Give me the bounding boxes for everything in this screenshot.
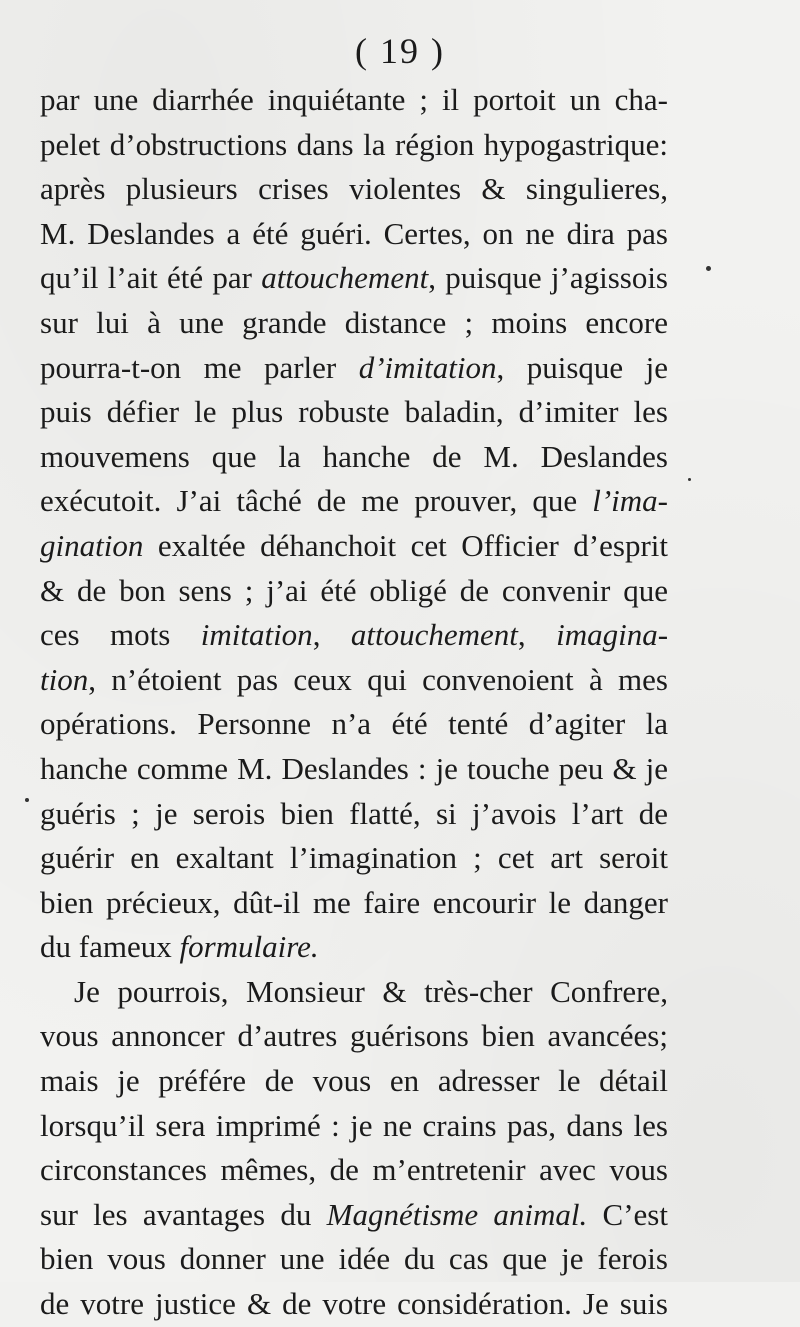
italic-text-segment: d’imitation xyxy=(358,349,497,385)
italic-text-segment: imagina- xyxy=(556,617,669,653)
print-speck xyxy=(706,266,711,271)
text-segment: , puisque j’agissois xyxy=(428,260,668,296)
italic-text-segment: l’ima- xyxy=(592,483,668,519)
text-line xyxy=(40,881,668,926)
text-segment: & de bon sens ; j’ai été obligé de convenir que xyxy=(40,572,668,608)
text-line xyxy=(40,1059,668,1104)
text-line xyxy=(40,702,668,747)
italic-text-segment: Magnétisme animal. xyxy=(326,1196,588,1232)
italic-text-segment: tion xyxy=(40,661,89,697)
text-segment: de votre justice & de votre considération. Je suis xyxy=(40,1286,668,1322)
text-line xyxy=(40,836,668,881)
text-segment: mouvemens que la hanche de M. Deslandes xyxy=(40,438,668,474)
text-line xyxy=(40,1193,668,1238)
body-text xyxy=(40,78,668,1327)
text-segment: bien précieux, dût-il me faire encourir le danger xyxy=(40,884,668,920)
text-segment: , n’étoient pas ceux qui convenoient à mes xyxy=(88,661,668,697)
text-segment: puis défier le plus robuste baladin, d’imiter les xyxy=(40,394,668,430)
text-line xyxy=(40,256,668,301)
print-speck xyxy=(25,798,29,802)
text-segment: pelet d’obstructions dans la région hypogastrique: xyxy=(40,126,668,162)
text-segment: mais je préfére de vous en adresser le détail xyxy=(40,1063,668,1099)
text-segment: par une diarrhée inquiétante ; il portoit un cha- xyxy=(40,82,668,117)
italic-text-segment: attouchement xyxy=(350,617,518,653)
print-speck xyxy=(688,478,691,481)
text-segment: sur les avantages du xyxy=(40,1196,327,1232)
text-segment: circonstances mêmes, de m’entretenir avec vous xyxy=(40,1152,668,1188)
text-line xyxy=(40,658,668,703)
text-line xyxy=(40,1104,668,1149)
text-segment: bien vous donner une idée du cas que je ferois xyxy=(40,1241,668,1277)
text-line xyxy=(40,792,668,837)
text-line xyxy=(40,123,668,168)
text-segment: pourra-t-on me parler xyxy=(40,349,359,385)
text-line xyxy=(40,1148,668,1193)
text-line xyxy=(40,1282,668,1327)
text-segment: Je pourrois, Monsieur & très-cher Confrere, xyxy=(74,973,668,1009)
text-line xyxy=(40,1237,668,1282)
text-line xyxy=(40,925,668,970)
italic-text-segment: attouchement xyxy=(261,260,429,296)
text-segment: qu’il l’ait été par xyxy=(40,260,262,296)
text-segment: guérir en exaltant l’imagination ; cet art seroit xyxy=(40,840,668,876)
text-line xyxy=(40,524,668,569)
text-line xyxy=(40,212,668,257)
text-segment: ces mots xyxy=(40,617,201,653)
text-line xyxy=(40,167,668,212)
text-segment: opérations. Personne n’a été tenté d’agiter la xyxy=(40,706,668,742)
text-segment: exécutoit. J’ai tâché de me prouver, que xyxy=(40,483,593,519)
text-segment: C’est xyxy=(587,1196,668,1232)
text-segment: sur lui à une grande distance ; moins encore xyxy=(40,304,668,340)
text-segment: exaltée déhanchoit cet Officier d’esprit xyxy=(143,527,668,563)
text-line xyxy=(40,78,668,123)
page-number: ( 19 ) xyxy=(355,31,445,71)
text-line xyxy=(40,435,668,480)
text-line xyxy=(40,613,668,658)
text-segment: après plusieurs crises violentes & singulieres, xyxy=(40,171,668,207)
text-segment: , xyxy=(312,617,351,653)
text-segment: hanche comme M. Deslandes : je touche peu & je xyxy=(40,750,668,786)
text-line xyxy=(40,747,668,792)
text-segment: du fameux xyxy=(40,929,180,965)
text-line xyxy=(40,390,668,435)
paragraph-start-line xyxy=(40,970,668,1015)
text-line xyxy=(40,301,668,346)
text-segment: M. Deslandes a été guéri. Certes, on ne dira pas xyxy=(40,215,668,251)
text-line xyxy=(40,569,668,614)
italic-text-segment: gination xyxy=(40,527,144,563)
text-line xyxy=(40,1014,668,1059)
text-segment: vous annoncer d’autres guérisons bien avancées; xyxy=(40,1018,668,1054)
italic-text-segment: formulaire. xyxy=(179,929,319,965)
text-line xyxy=(40,479,668,524)
text-line xyxy=(40,346,668,391)
text-segment: , xyxy=(517,617,557,653)
italic-text-segment: imitation xyxy=(200,617,313,653)
text-segment: guéris ; je serois bien flatté, si j’avois l’art de xyxy=(40,795,668,831)
text-segment: lorsqu’il sera imprimé : je ne crains pas, dans les xyxy=(40,1107,668,1143)
text-segment: , puisque je xyxy=(496,349,668,385)
